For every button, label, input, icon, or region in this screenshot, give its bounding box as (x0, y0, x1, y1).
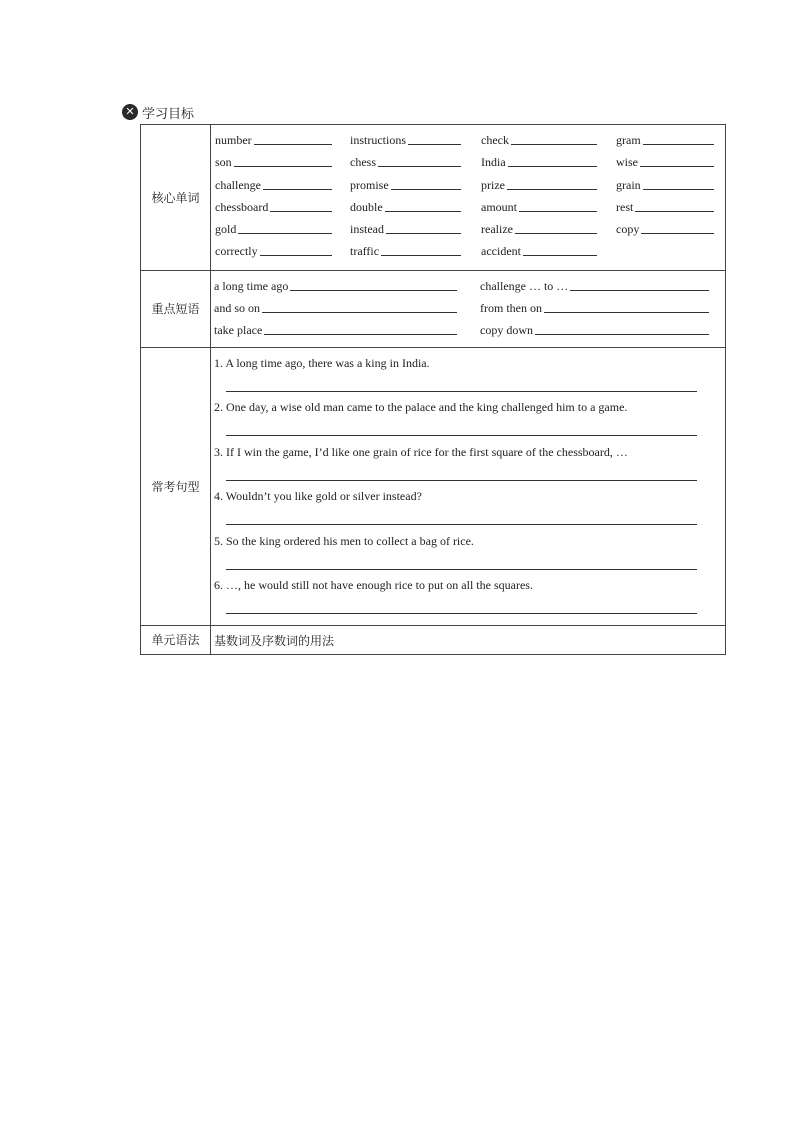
answer-blank[interactable] (635, 198, 714, 212)
vocab-item (481, 220, 616, 242)
phrase-text: from then on (480, 300, 542, 315)
vocab-item (350, 198, 481, 220)
phrase-item (214, 277, 480, 299)
vocab-item (616, 176, 728, 198)
sentence-text: 3. If I win the game, I’d like one grain of rice for the first square of the chessboard, … (214, 444, 628, 459)
phrases-cell (211, 270, 726, 347)
vocab-cell (211, 125, 726, 271)
vocab-word: copy (616, 222, 640, 237)
vocab-item (616, 131, 728, 153)
translation-line[interactable] (226, 391, 697, 392)
vocab-item (616, 242, 728, 264)
sentence-item (214, 576, 725, 621)
phrase-item (480, 277, 727, 299)
vocab-word: son (215, 155, 232, 170)
sentence-text: 1. A long time ago, there was a king in India. (214, 355, 430, 370)
phrase-text: challenge … to … (480, 278, 569, 293)
answer-blank[interactable] (544, 299, 709, 313)
answer-blank[interactable] (641, 220, 714, 234)
grammar-row (141, 625, 726, 654)
answer-blank[interactable] (234, 153, 332, 167)
x-circle-icon: ✕ (122, 104, 138, 120)
translation-line[interactable] (226, 435, 697, 436)
vocab-item (481, 198, 616, 220)
answer-blank[interactable] (535, 321, 709, 335)
phrase-item (214, 321, 480, 343)
sentence-list (211, 348, 725, 625)
answer-blank[interactable] (570, 277, 709, 291)
phrase-item (480, 321, 727, 343)
answer-blank[interactable] (270, 198, 332, 212)
answer-blank[interactable] (508, 153, 597, 167)
vocab-word: promise (350, 177, 389, 192)
answer-blank[interactable] (260, 242, 332, 256)
sentence-item (214, 487, 725, 532)
sentence-item (214, 398, 725, 443)
answer-blank[interactable] (408, 131, 461, 145)
sentence-text: 4. Wouldn’t you like gold or silver instead? (214, 489, 422, 504)
vocab-word: grain (616, 177, 641, 192)
vocab-word: gram (616, 133, 641, 147)
vocab-word: gold (215, 222, 237, 237)
sentence-item (214, 443, 725, 488)
vocab-item (350, 153, 481, 175)
translation-line[interactable] (226, 569, 697, 570)
vocab-item (215, 176, 350, 198)
sentence-text: 2. One day, a wise old man came to the palace and the king challenged him to a game. (214, 400, 628, 415)
vocab-item (481, 176, 616, 198)
vocab-item (215, 131, 350, 153)
vocab-item (215, 153, 350, 175)
vocab-word: chessboard (215, 199, 269, 214)
section-heading (122, 103, 194, 121)
vocab-item (350, 131, 481, 153)
answer-blank[interactable] (643, 131, 714, 145)
vocab-item (616, 220, 728, 242)
translation-line[interactable] (226, 613, 697, 614)
vocab-word: rest (616, 199, 634, 214)
phrase-item (214, 299, 480, 321)
vocab-item (215, 242, 350, 264)
vocab-word: wise (616, 155, 638, 170)
answer-blank[interactable] (507, 176, 597, 190)
answer-blank[interactable] (263, 176, 332, 190)
phrases-row (141, 270, 726, 347)
grammar-cell (211, 625, 726, 654)
answer-blank[interactable] (381, 242, 461, 256)
answer-blank[interactable] (262, 299, 457, 313)
learning-goals-table (140, 124, 726, 655)
grammar-label: 单元语法 (141, 625, 211, 654)
phrase-text: copy down (480, 322, 533, 337)
vocab-word: check (481, 133, 509, 147)
vocab-word: India (481, 155, 506, 170)
vocab-row (141, 125, 726, 271)
vocab-word: traffic (350, 244, 380, 259)
phrase-text: a long time ago (214, 278, 289, 293)
answer-blank[interactable] (254, 131, 332, 145)
phrase-grid (211, 271, 725, 347)
vocab-word: chess (350, 155, 376, 170)
vocab-word: amount (481, 199, 517, 214)
answer-blank[interactable] (386, 220, 461, 234)
vocab-word: instructions (350, 133, 406, 147)
grammar-text: 基数词及序数词的用法 (214, 633, 335, 648)
answer-blank[interactable] (391, 176, 461, 190)
sentence-item (214, 354, 725, 399)
vocab-word: number (215, 133, 252, 147)
sentences-label: 常考句型 (141, 347, 211, 625)
vocab-grid (211, 125, 725, 270)
vocab-item (350, 220, 481, 242)
sentence-text: 6. …, he would still not have enough rice to put on all the squares. (214, 578, 533, 593)
answer-blank[interactable] (264, 321, 457, 335)
section-title: 学习目标 (142, 106, 195, 122)
sentences-row (141, 347, 726, 625)
vocab-word: accident (481, 244, 521, 259)
vocab-item (481, 131, 616, 153)
vocab-word: prize (481, 177, 505, 192)
vocab-word: correctly (215, 244, 258, 259)
phrase-text: and so on (214, 300, 260, 315)
vocab-item (616, 198, 728, 220)
answer-blank[interactable] (523, 242, 597, 256)
answer-blank[interactable] (640, 153, 714, 167)
vocab-item (481, 242, 616, 264)
answer-blank[interactable] (511, 131, 597, 145)
vocab-word: double (350, 199, 383, 214)
answer-blank[interactable] (643, 176, 714, 190)
vocab-word: realize (481, 222, 513, 237)
translation-line[interactable] (226, 480, 697, 481)
answer-blank[interactable] (238, 220, 332, 234)
vocab-word: instead (350, 222, 384, 237)
answer-blank[interactable] (290, 277, 457, 291)
answer-blank[interactable] (519, 198, 597, 212)
vocab-item (481, 153, 616, 175)
vocab-label: 核心单词 (141, 125, 211, 271)
phrases-label: 重点短语 (141, 270, 211, 347)
sentence-text: 5. So the king ordered his men to collect a bag of rice. (214, 533, 474, 548)
answer-blank[interactable] (378, 153, 461, 167)
phrase-item (480, 299, 727, 321)
answer-blank[interactable] (515, 220, 597, 234)
sentences-cell (211, 347, 726, 625)
phrase-text: take place (214, 322, 263, 337)
sentence-item (214, 532, 725, 577)
vocab-item (215, 220, 350, 242)
answer-blank[interactable] (385, 198, 461, 212)
vocab-item (350, 176, 481, 198)
vocab-item (215, 198, 350, 220)
vocab-word: challenge (215, 177, 261, 192)
vocab-item (350, 242, 481, 264)
translation-line[interactable] (226, 524, 697, 525)
vocab-item (616, 153, 728, 175)
